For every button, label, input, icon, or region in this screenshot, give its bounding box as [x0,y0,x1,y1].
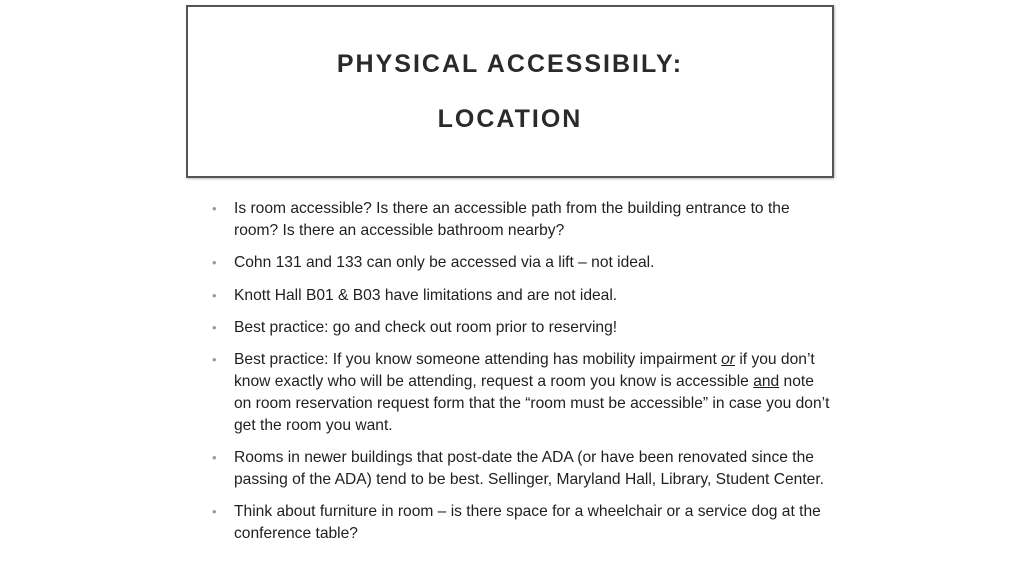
emphasis-or: or [721,351,735,369]
bullet-item [212,198,832,242]
slide-title: PHYSICAL ACCESSIBILY: [336,49,684,78]
bullet-text-part: Best practice: If you know someone attending has mobility impairment [234,351,722,369]
bullet-item [212,447,832,491]
slide-subtitle: LOCATION [437,104,583,133]
bullet-icon: • [212,504,217,520]
emphasis-and: and [753,373,780,391]
bullet-text: Cohn 131 and 133 can only be accessed via a lift – not ideal. [234,254,655,272]
bullet-icon: • [212,255,217,271]
bullet-text: Is room accessible? Is there an accessible path from the building entrance to the room? Is there an accessible bathroom nearby? [234,200,790,239]
bullet-icon: • [212,352,217,368]
bullet-item [212,501,832,545]
bullet-item [212,285,832,307]
bullet-item [212,349,832,436]
bullet-text-part: note on room reservation request form that the “room must be accessible” in case you don’t get the room you want. [234,373,830,434]
bullet-text: Rooms in newer buildings that post-date the ADA (or have been renovated since the passing of the ADA) tend to be best. Sellinger, Maryland Hall, Library, Student Center. [234,449,825,488]
bullet-icon: • [212,287,217,303]
bullet-icon: • [212,319,217,335]
bullet-list [212,198,832,556]
bullet-text: Best practice: go and check out room prior to reserving! [234,318,618,336]
bullet-item [212,252,832,274]
bullet-icon: • [212,450,217,466]
bullet-text-part: if you don’t know exactly who will be attending, request a room you know is accessible [234,351,815,391]
bullet-text: Think about furniture in room – is there space for a wheelchair or a service dog at the conference table? [234,503,821,543]
bullet-text [234,349,832,436]
title-box [186,5,834,178]
bullet-text: Knott Hall B01 & B03 have limitations and are not ideal. [234,286,618,304]
bullet-item [212,317,832,339]
bullet-icon: • [212,201,217,216]
